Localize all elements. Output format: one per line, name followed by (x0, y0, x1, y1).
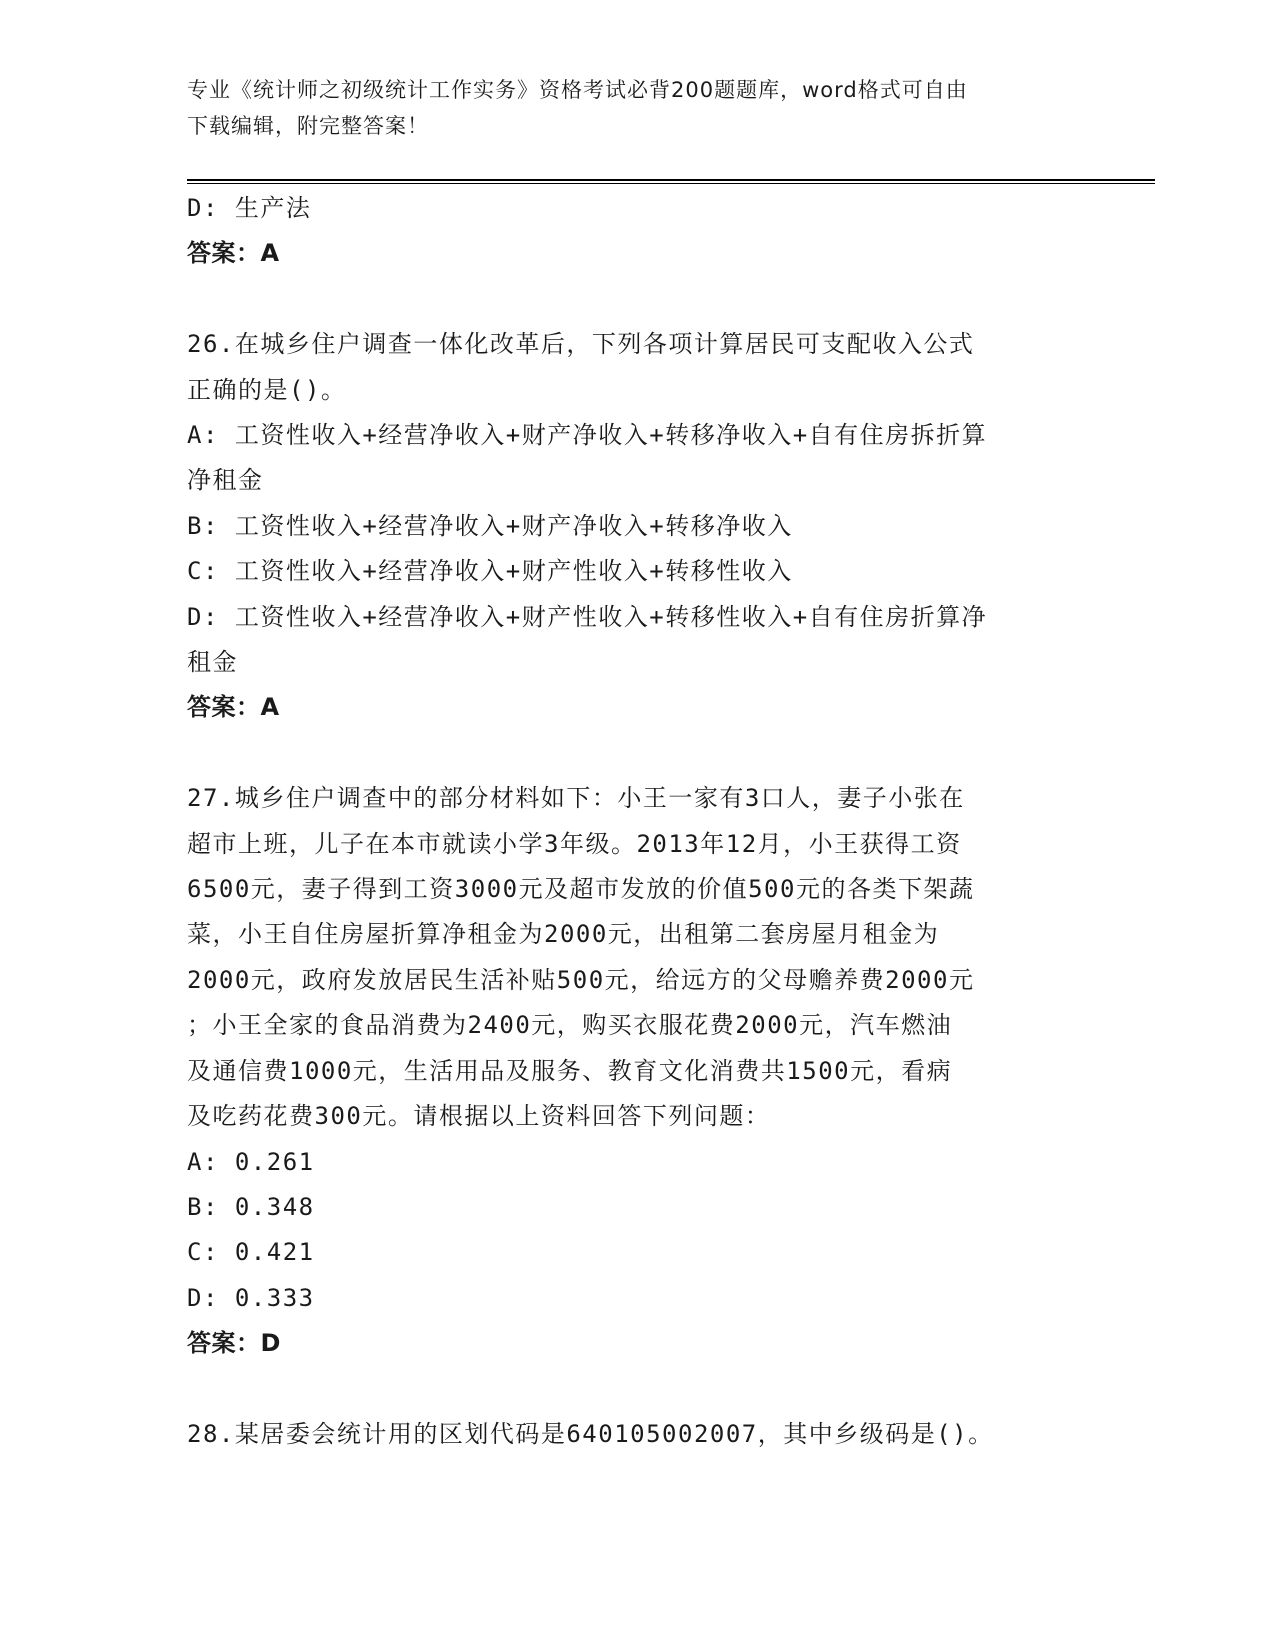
document-body (187, 186, 1087, 1457)
q26-stem-line-2: 正确的是()。 (187, 375, 347, 404)
q26-option-a-line-1: A: 工资性收入+经营净收入+财产净收入+转移净收入+自有住房拆折算 (187, 421, 988, 450)
q27-stem-line-6: ；小王全家的食品消费为2400元，购买衣服花费2000元，汽车燃油 (187, 1011, 953, 1040)
q28-stem: 28.某居委会统计用的区划代码是640105002007，其中乡级码是()。 (187, 1419, 994, 1448)
q26-option-b: B: 工资性收入+经营净收入+财产净收入+转移净收入 (187, 511, 793, 540)
q27-option-d: D: 0.333 (187, 1283, 315, 1312)
prev-answer: 答案：A (187, 239, 280, 268)
spacer (187, 731, 1087, 776)
q26-stem-line-1: 26.在城乡住户调查一体化改革后，下列各项计算居民可支配收入公式 (187, 330, 975, 359)
prev-option-d: D: 生产法 (187, 194, 312, 222)
spacer (187, 1367, 1087, 1412)
q27-stem-line-1: 27.城乡住户调查中的部分材料如下：小王一家有3口人，妻子小张在 (187, 784, 965, 813)
q27-stem-line-7: 及通信费1000元，生活用品及服务、教育文化消费共1500元，看病 (187, 1056, 953, 1085)
q27-stem-line-5: 2000元，政府发放居民生活补贴500元，给远方的父母赡养费2000元 (187, 965, 975, 994)
question-27 (187, 776, 1087, 1366)
spacer (187, 277, 1087, 322)
page-header (187, 72, 1067, 144)
q27-answer: 答案：D (187, 1329, 281, 1358)
q27-option-c: C: 0.421 (187, 1238, 315, 1267)
q27-option-a: A: 0.261 (187, 1147, 315, 1176)
q27-stem-line-2: 超市上班，儿子在本市就读小学3年级。2013年12月，小王获得工资 (187, 829, 962, 858)
q26-option-c: C: 工资性收入+经营净收入+财产性收入+转移性收入 (187, 557, 793, 586)
q27-stem-line-4: 菜，小王自住房屋折算净租金为2000元，出租第二套房屋月租金为 (187, 920, 940, 949)
q26-option-d-line-2: 租金 (187, 648, 238, 677)
question-28 (187, 1412, 1087, 1457)
q27-stem-line-8: 及吃药花费300元。请根据以上资料回答下列问题： (187, 1102, 771, 1131)
q26-option-d-line-1: D: 工资性收入+经营净收入+财产性收入+转移性收入+自有住房折算净 (187, 602, 988, 631)
q26-option-a-line-2: 净租金 (187, 466, 264, 495)
q26-answer: 答案：A (187, 693, 280, 722)
header-line-1: 专业《统计师之初级统计工作实务》资格考试必背200题题库，word格式可自由 (187, 78, 968, 102)
header-line-2: 下载编辑，附完整答案！ (187, 114, 429, 138)
q27-option-b: B: 0.348 (187, 1192, 315, 1221)
q27-stem-line-3: 6500元，妻子得到工资3000元及超市发放的价值500元的各类下架蔬 (187, 875, 975, 904)
header-rule (187, 179, 1155, 184)
question-26 (187, 322, 1087, 731)
